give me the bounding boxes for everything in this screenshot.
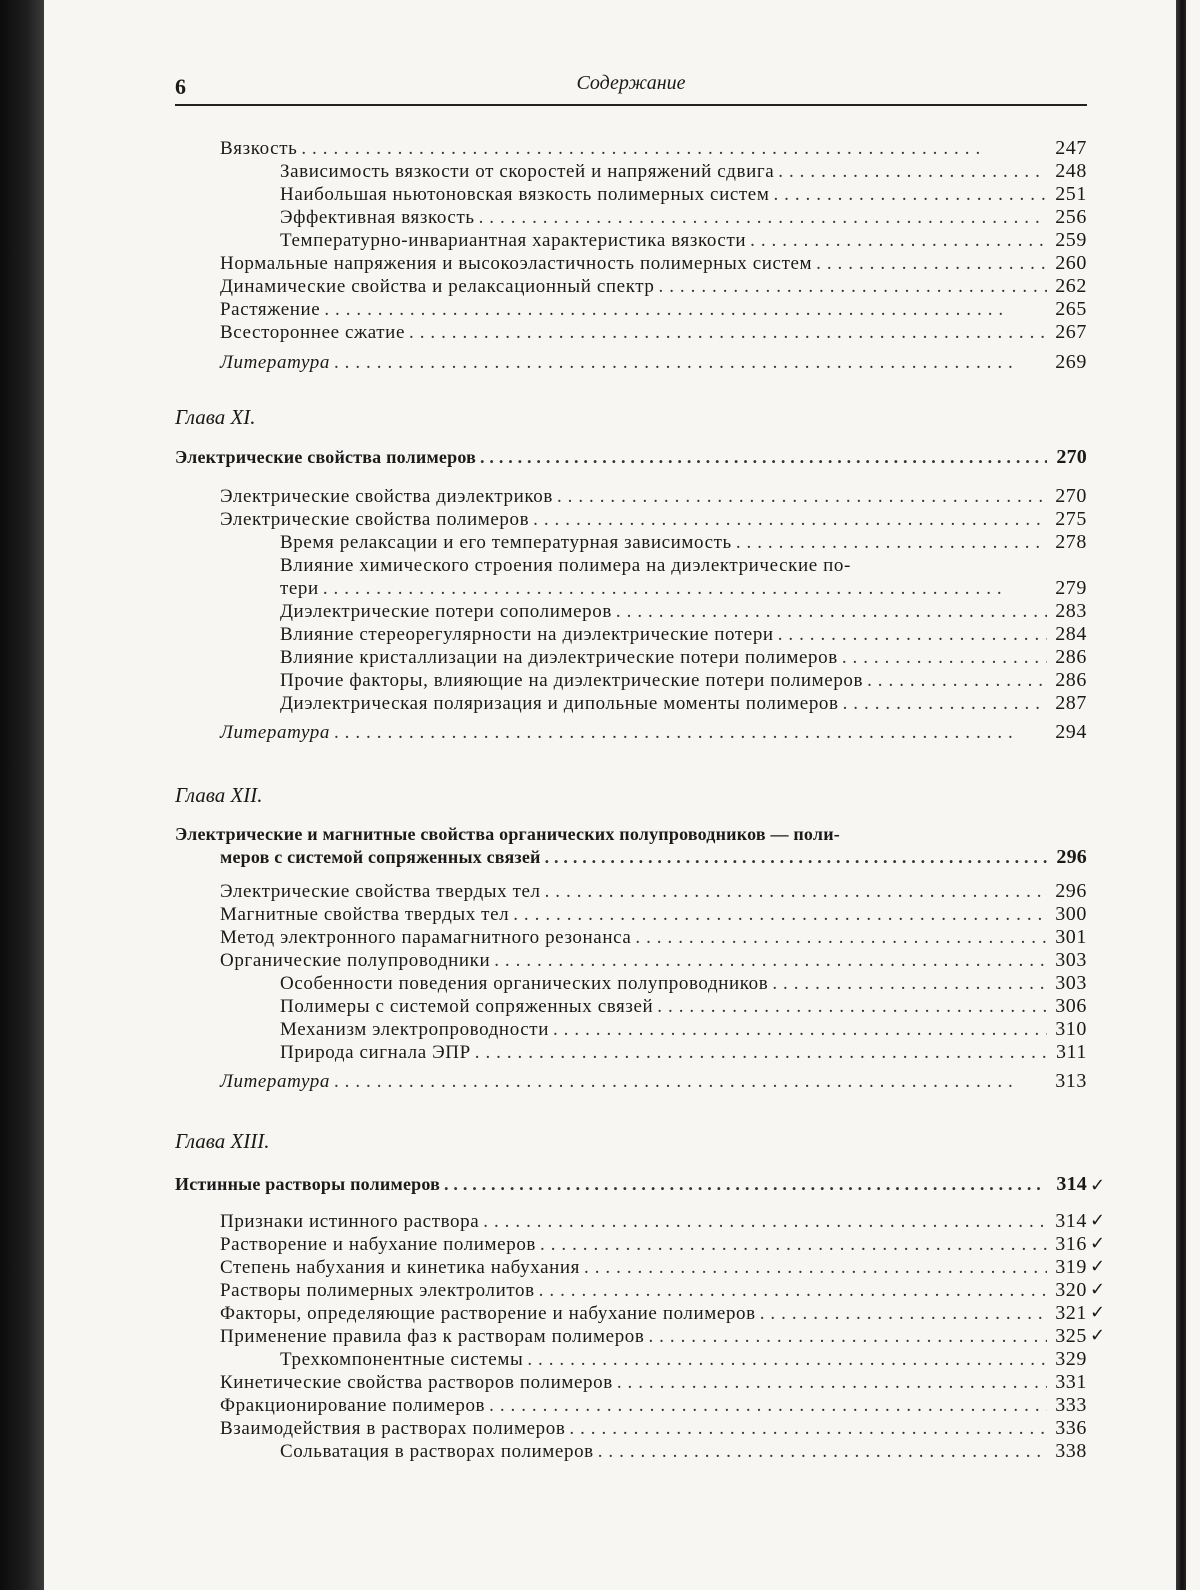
toc-chapter-title: Электрические свойства полимеров . . . 270 [175,446,1087,469]
toc-section-top [175,137,1087,374]
check-mark-icon: ✓ [1090,1302,1106,1323]
toc-entry: Сольватация в растворах полимеров . . . 338 [175,1440,1087,1463]
toc-entry: Степень набухания и кинетика набухания . . . 319 [175,1256,1087,1279]
scan-border-left [0,0,44,1590]
toc-entry: Влияние кристаллизации на диэлектрические потери полимеров . . . 286 [175,646,1087,669]
header-rule [175,104,1087,106]
toc-entry: Фракционирование полимеров . . . 333 [175,1394,1087,1417]
toc-entry: Зависимость вязкости от скоростей и напряжений сдвига . . . 248 [175,160,1087,183]
document-page [175,0,1087,1590]
toc-chapter-title-line2: меров с системой сопряженных связей . . . 296 [175,846,1087,869]
running-title: Содержание [576,72,686,94]
toc-entry: Температурно-инвариантная характеристика вязкости . . . 259 [175,229,1087,252]
toc-literature: Литература . . . 269 [175,351,1087,374]
toc-entry: Магнитные свойства твердых тел . . . 300 [175,903,1087,926]
check-mark-icon: ✓ [1090,1325,1106,1346]
toc-entry: Растяжение . . . 265 [175,298,1087,321]
toc-entry: Полимеры с системой сопряженных связей . . . 306 [175,995,1087,1018]
toc-entry: Прочие факторы, влияющие на диэлектрические потери полимеров . . . 286 [175,669,1087,692]
toc-entry: Растворы полимерных электролитов . . . 320 [175,1279,1087,1302]
chapter-title [175,822,1087,869]
toc-entry: Динамические свойства и релаксационный спектр . . . 262 [175,275,1087,298]
check-mark-icon: ✓ [1090,1233,1106,1254]
toc-entry: Электрические свойства полимеров . . . 275 [175,508,1087,531]
page-number: 6 [175,74,186,99]
toc-entry-line2: тери . . . 279 [175,577,1087,600]
toc-entry: Эффективная вязкость . . . 256 [175,206,1087,229]
toc-entry: Метод электронного парамагнитного резонанса . . . 301 [175,926,1087,949]
toc-section-chapter-11 [175,485,1087,744]
toc-entry: Электрические свойства диэлектриков . . . 270 [175,485,1087,508]
toc-entry: Всестороннее сжатие . . . 267 [175,321,1087,344]
chapter-label: Глава XIII. [175,1129,270,1153]
toc-entry: Природа сигнала ЭПР . . . 311 [175,1041,1087,1064]
toc-entry: Наибольшая ньютоновская вязкость полимерных систем . . . 251 [175,183,1087,206]
toc-entry: Влияние стереорегулярности на диэлектрические потери . . . 284 [175,623,1087,646]
toc-entry: Взаимодействия в растворах полимеров . . . 336 [175,1417,1087,1440]
chapter-label: Глава XII. [175,783,263,807]
check-mark-icon: ✓ [1090,1256,1106,1277]
scan-border-right [1176,0,1186,1590]
toc-entry: Диэлектрические потери сополимеров . . . 283 [175,600,1087,623]
toc-literature: Литература . . . 294 [175,721,1087,744]
toc-entry: Особенности поведения органических полупроводников . . . 303 [175,972,1087,995]
toc-entry: Нормальные напряжения и высокоэластичность полимерных систем . . . 260 [175,252,1087,275]
toc-entry: Диэлектрическая поляризация и дипольные моменты полимеров . . . 287 [175,692,1087,715]
check-mark-icon: ✓ [1090,1210,1106,1231]
toc-chapter-title-line1: Электрические и магнитные свойства органических полупроводников — поли- [175,824,840,844]
chapter-title [175,1173,1087,1196]
toc-literature: Литература . . . 313 [175,1070,1087,1093]
toc-entry: Вязкость . . . 247 [175,137,1087,160]
toc-entry: Признаки истинного раствора . . . 314 [175,1210,1087,1233]
toc-entry: Время релаксации и его температурная зависимость . . . 278 [175,531,1087,554]
toc-section-chapter-12 [175,880,1087,1093]
toc-entry: Электрические свойства твердых тел . . . 296 [175,880,1087,903]
toc-entry: Растворение и набухание полимеров . . . 316 [175,1233,1087,1256]
chapter-label: Глава XI. [175,405,256,429]
toc-entry: Факторы, определяющие растворение и набухание полимеров . . . 321 [175,1302,1087,1325]
chapter-title [175,446,1087,469]
toc-entry: Применение правила фаз к растворам полимеров . . . 325 [175,1325,1087,1348]
toc-entry: Органические полупроводники . . . 303 [175,949,1087,972]
toc-entry: Кинетические свойства растворов полимеров . . . 331 [175,1371,1087,1394]
running-header [175,70,1087,100]
toc-entry-line1: Влияние химического строения полимера на диэлектрические по- [280,555,851,576]
check-mark-icon: ✓ [1090,1279,1106,1300]
toc-section-chapter-13 [175,1210,1087,1463]
toc-chapter-title: Истинные растворы полимеров . . . 314 [175,1173,1087,1196]
toc-entry: Трехкомпонентные системы . . . 329 [175,1348,1087,1371]
toc-entry: Механизм электропроводности . . . 310 [175,1018,1087,1041]
check-mark-icon: ✓ [1090,1175,1106,1196]
